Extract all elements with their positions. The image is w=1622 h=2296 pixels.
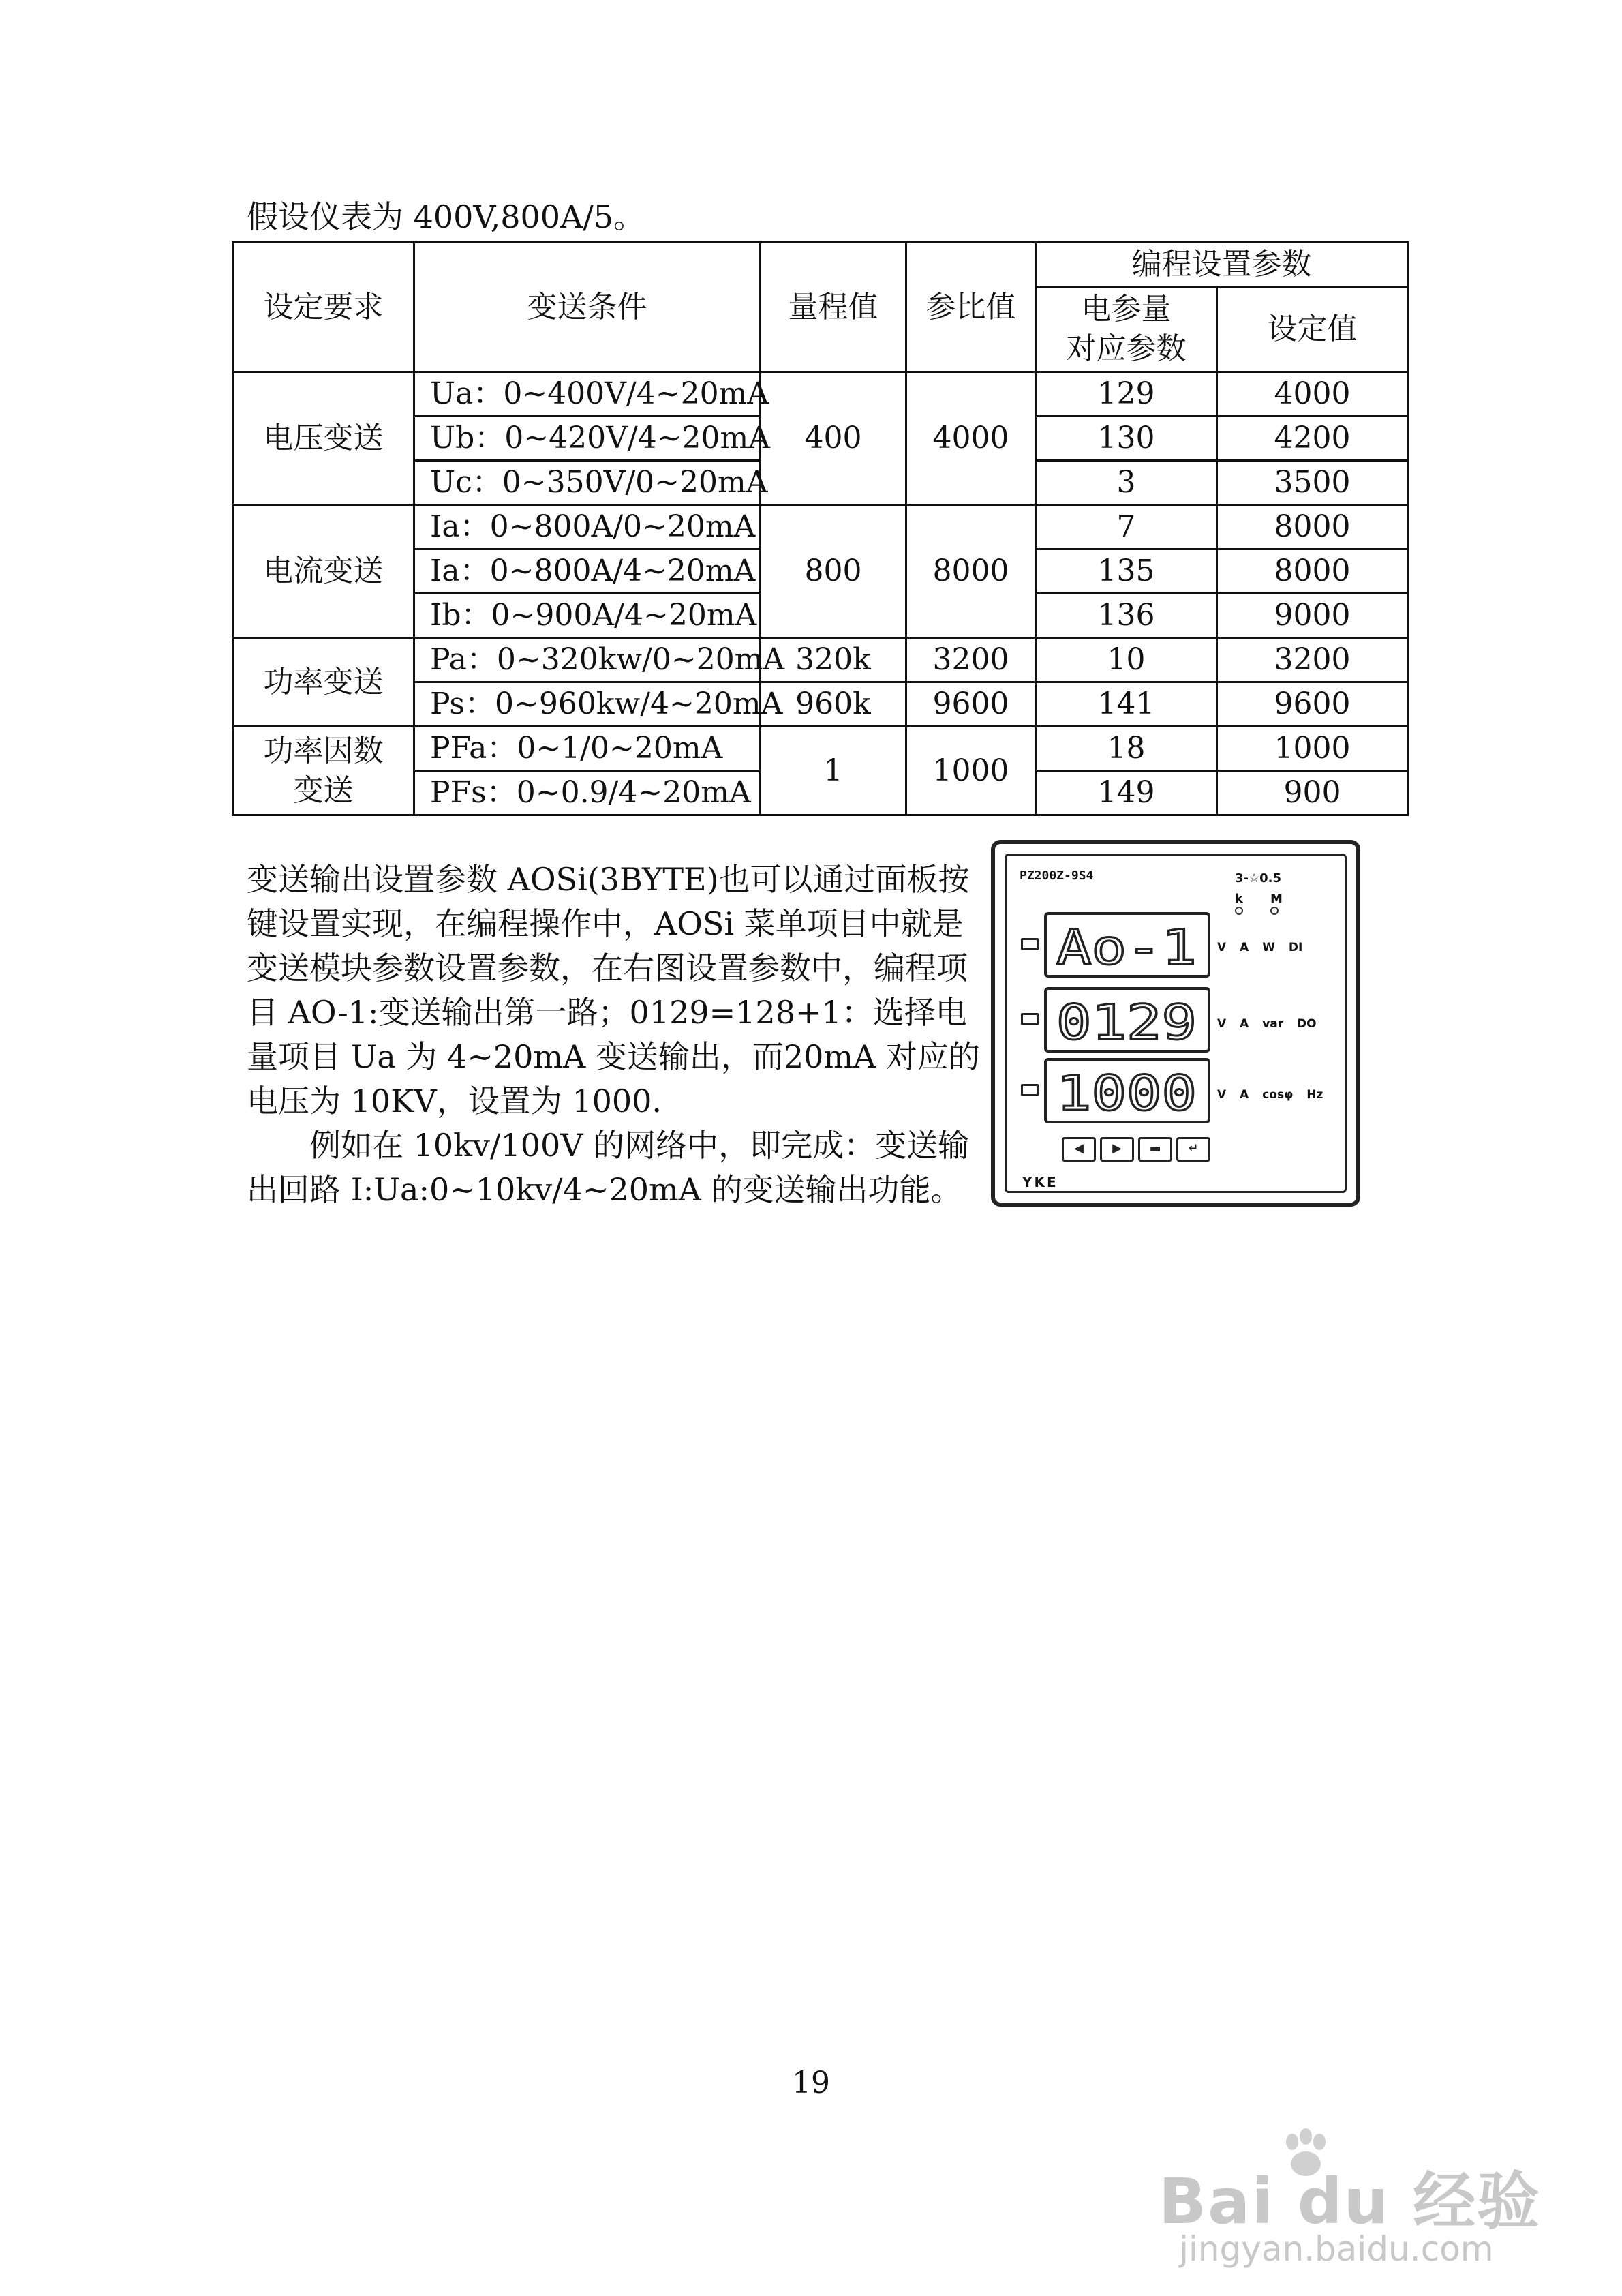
paragraph-2: 例如在 10kv/100V 的网络中，即完成：变送输出回路 I:Ua:0~10kv/4~20mA 的变送输出功能。	[247, 1127, 970, 1208]
unit-label: V	[1217, 1088, 1227, 1102]
m-indicator-led	[1270, 907, 1279, 915]
k-indicator-led	[1235, 907, 1243, 915]
cell-param: 10	[1036, 638, 1217, 682]
header-setting: 设定值	[1217, 287, 1408, 372]
header-prog-group: 编程设置参数	[1036, 243, 1408, 287]
watermark-url: jingyan.baidu.com	[1179, 2229, 1494, 2269]
seven-segment-digits	[1054, 920, 1201, 969]
unit-label: A	[1240, 1017, 1249, 1031]
cell-setting: 4000	[1217, 372, 1408, 417]
cell-ratio: 4000	[906, 372, 1036, 505]
units-row-2	[1217, 1017, 1326, 1031]
row2-indicator-icon	[1021, 1013, 1039, 1025]
parameter-table	[232, 241, 1409, 816]
cell-condition: PFa：0~1/0~20mA	[414, 727, 761, 771]
page-number: 19	[792, 2066, 830, 2100]
table-row	[233, 727, 1408, 771]
display-text: 1000	[1056, 1066, 1197, 1115]
cell-condition: Ps：0~960kw/4~20mA	[414, 682, 761, 727]
explanation-text	[247, 858, 990, 1212]
display-row-1	[1044, 912, 1210, 978]
meter-indicator-labels	[1235, 871, 1317, 906]
row1-indicator-icon	[1021, 938, 1039, 950]
row3-indicator-icon	[1021, 1084, 1039, 1096]
cell-setting: 9600	[1217, 682, 1408, 727]
pf-label: 3-☆0.5	[1235, 871, 1282, 886]
cell-condition: Ib：0~900A/4~20mA	[414, 594, 761, 638]
cell-param: 130	[1036, 417, 1217, 461]
unit-label: DI	[1288, 941, 1303, 954]
seven-segment-digits	[1054, 995, 1201, 1044]
paragraph-1: 变送输出设置参数 AOSi(3BYTE)也可以通过面板按键设置实现，在编程操作中，AOSi 菜单项目中就是变送模块参数设置参数，在右图设置参数中，编程项目 AO-1:变送输出第一路；0129=128+1：选择电量项目 Ua 为 4~20mA 变送输出，而20mA 对应的电压为 10KV，设置为 1000.	[247, 861, 980, 1119]
cell-param: 129	[1036, 372, 1217, 417]
header-requirement: 设定要求	[233, 243, 414, 372]
header-condition: 变送条件	[414, 243, 761, 372]
cell-range: 960k	[761, 682, 906, 727]
cell-condition: Uc：0~350V/0~20mA	[414, 461, 761, 505]
enter-key-icon: ↵	[1176, 1137, 1210, 1162]
unit-label: A	[1240, 1088, 1249, 1102]
header-ratio: 参比值	[906, 243, 1036, 372]
cell-setting: 8000	[1217, 505, 1408, 549]
cell-param: 7	[1036, 505, 1217, 549]
meter-panel-illustration	[991, 840, 1360, 1207]
cell-condition: Ia：0~800A/4~20mA	[414, 549, 761, 594]
watermark	[1159, 2127, 1595, 2277]
cell-param: 141	[1036, 682, 1217, 727]
header-range: 量程值	[761, 243, 906, 372]
unit-label: V	[1217, 1017, 1227, 1031]
cell-condition: Ua：0~400V/4~20mA	[414, 372, 761, 417]
header-param: 电参量 对应参数	[1036, 287, 1217, 372]
cell-ratio: 8000	[906, 505, 1036, 638]
cell-condition: Ia：0~800A/0~20mA	[414, 505, 761, 549]
cell-param: 136	[1036, 594, 1217, 638]
left-arrow-icon: ◀	[1062, 1137, 1096, 1162]
m-label: M	[1270, 892, 1283, 906]
cell-condition: Ub：0~420V/4~20mA	[414, 417, 761, 461]
unit-label: cosφ	[1262, 1088, 1294, 1102]
k-label: k	[1235, 892, 1243, 906]
cell-range: 320k	[761, 638, 906, 682]
intro-text: 假设仪表为 400V,800A/5。	[247, 198, 645, 235]
table-row	[233, 638, 1408, 682]
unit-label: Hz	[1306, 1088, 1323, 1102]
group-name: 功率因数 变送	[233, 727, 414, 815]
watermark-logo: Bai du 经验	[1159, 2165, 1542, 2238]
group-name: 电流变送	[233, 505, 414, 638]
right-arrow-icon: ▶	[1100, 1137, 1134, 1162]
units-row-1	[1217, 941, 1312, 954]
group-name: 电压变送	[233, 372, 414, 505]
display-row-2	[1044, 987, 1210, 1053]
cell-range: 800	[761, 505, 906, 638]
display-text: 0129	[1056, 995, 1197, 1044]
display-row-3	[1044, 1058, 1210, 1123]
seven-segment-digits	[1054, 1066, 1201, 1115]
cell-ratio: 1000	[906, 727, 1036, 815]
cell-ratio: 3200	[906, 638, 1036, 682]
cell-range: 400	[761, 372, 906, 505]
meter-brand-logo: YKE	[1022, 1174, 1058, 1190]
cell-setting: 4200	[1217, 417, 1408, 461]
cell-setting: 9000	[1217, 594, 1408, 638]
cell-condition: Pa：0~320kw/0~20mA	[414, 638, 761, 682]
cell-setting: 1000	[1217, 727, 1408, 771]
unit-label: V	[1217, 941, 1227, 954]
display-text: Ao-1	[1056, 920, 1197, 969]
unit-label: W	[1262, 941, 1275, 954]
meter-model-label: PZ200Z-9S4	[1020, 868, 1094, 883]
cell-setting: 900	[1217, 771, 1408, 815]
cell-param: 3	[1036, 461, 1217, 505]
cell-setting: 3200	[1217, 638, 1408, 682]
units-row-3	[1217, 1088, 1332, 1102]
group-name: 功率变送	[233, 638, 414, 727]
unit-label: A	[1240, 941, 1249, 954]
cell-param: 135	[1036, 549, 1217, 594]
table-row	[233, 372, 1408, 417]
cell-setting: 8000	[1217, 549, 1408, 594]
cell-ratio: 9600	[906, 682, 1036, 727]
cell-setting: 3500	[1217, 461, 1408, 505]
menu-key-icon: ▬	[1138, 1137, 1172, 1162]
cell-condition: PFs：0~0.9/4~20mA	[414, 771, 761, 815]
cell-range: 1	[761, 727, 906, 815]
unit-label: DO	[1297, 1017, 1317, 1031]
cell-param: 18	[1036, 727, 1217, 771]
table-row	[233, 505, 1408, 549]
unit-label: var	[1262, 1017, 1284, 1031]
cell-param: 149	[1036, 771, 1217, 815]
